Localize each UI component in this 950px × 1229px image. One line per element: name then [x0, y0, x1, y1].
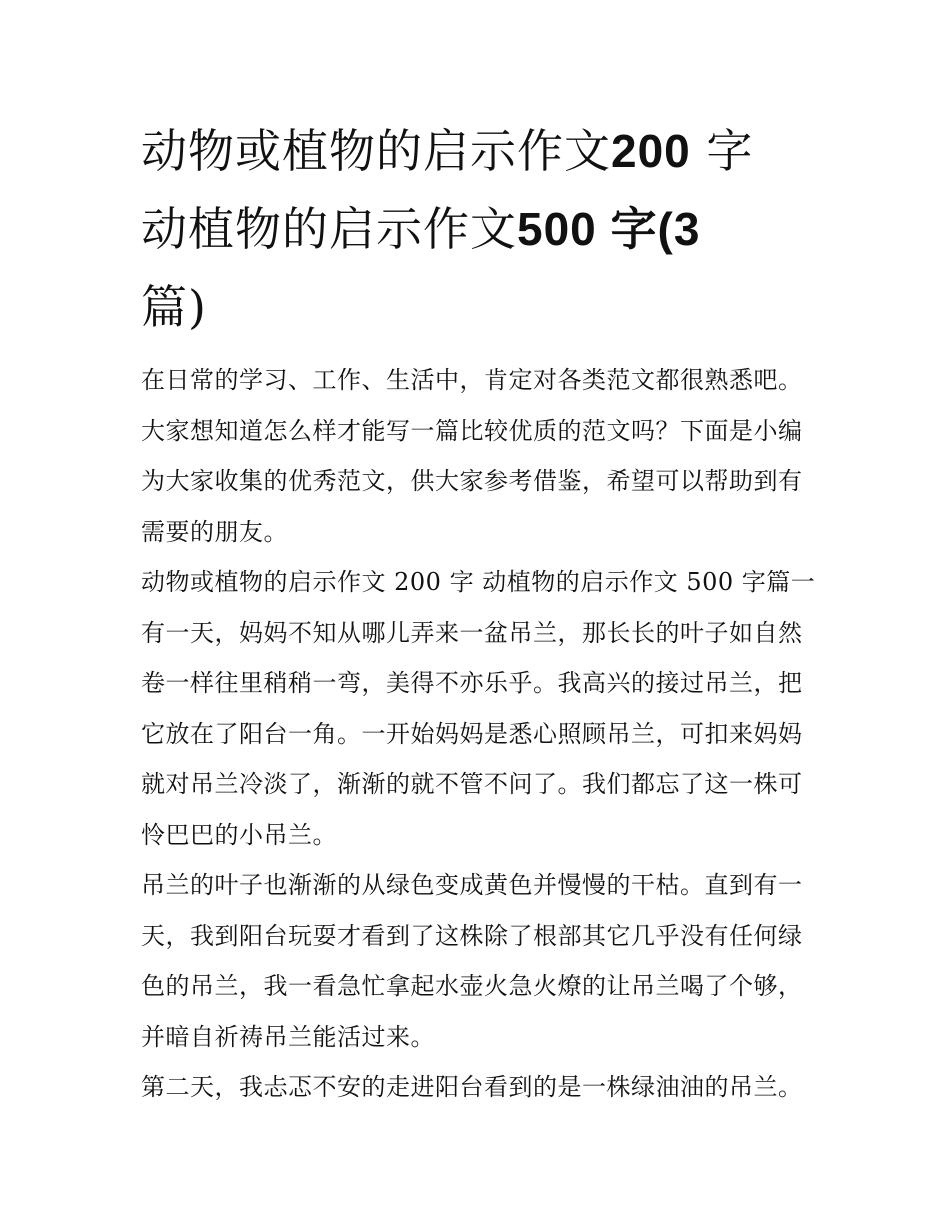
intro-paragraph: 在日常的学习、工作、生活中，肯定对各类范文都很熟悉吧。大家想知道怎么样才能写一篇比较优质的范文吗？下面是小编为大家收集的优秀范文，供大家参考借鉴，希望可以帮助到有需要的朋友。: [141, 366, 803, 546]
title-line2-tail: 字(3: [596, 203, 701, 255]
title-line1-tail: 字: [690, 124, 754, 178]
title-line1-text: 动物或植物的启示作文: [141, 124, 611, 178]
document-title: [141, 112, 821, 346]
title-line1-number: 200: [611, 125, 691, 177]
title-line3-text: 篇): [141, 280, 207, 334]
section-heading: 动物或植物的启示作文 200 字 动植物的启示作文 500 字篇一: [141, 568, 816, 596]
title-line2-number: 500: [517, 203, 597, 255]
title-line2-text: 动植物的启示作文: [141, 202, 517, 256]
document-body: [141, 355, 816, 1113]
body-paragraph: 第二天，我忐忑不安的走进阳台看到的是一株绿油油的吊兰。: [141, 1073, 803, 1101]
body-paragraph: 吊兰的叶子也渐渐的从绿色变成黄色并慢慢的干枯。直到有一天，我到阳台玩耍才看到了这株除了根部其它几乎没有任何绿色的吊兰，我一看急忙拿起水壶火急火燎的让吊兰喝了个够，并暗自祈祷吊兰能活过来。: [141, 871, 803, 1051]
body-paragraph: 有一天，妈妈不知从哪儿弄来一盆吊兰，那长长的叶子如自然卷一样往里稍稍一弯，美得不亦乐乎。我高兴的接过吊兰，把它放在了阳台一角。一开始妈妈是悉心照顾吊兰，可扣来妈妈就对吊兰冷淡了，渐渐的就不管不问了。我们都忘了这一株可怜巴巴的小吊兰。: [141, 618, 803, 849]
